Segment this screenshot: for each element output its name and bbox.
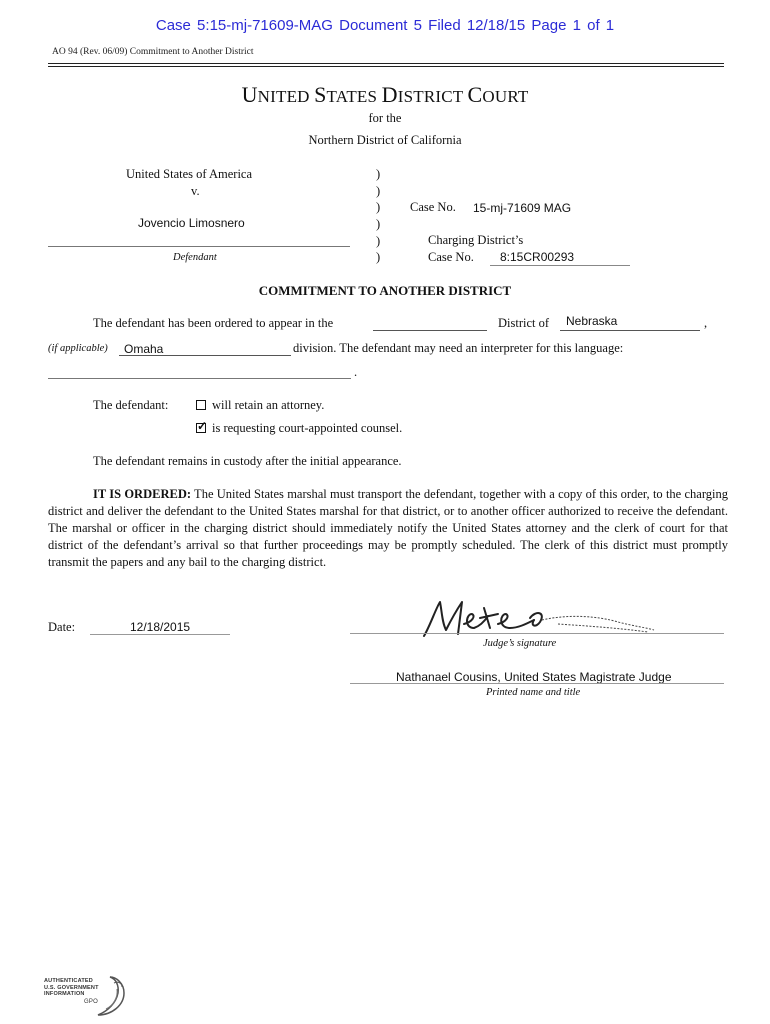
printed-name: Nathanael Cousins, United States Magistrate Judge [396,670,672,684]
case-no-label: Case No. [410,200,456,214]
eagle-icon [94,975,128,1019]
date-value: 12/18/2015 [130,620,191,634]
header-rule-thin [48,66,724,67]
header-rule [48,63,724,64]
court-title: UNITED STATES DISTRICT COURT [241,82,529,107]
caption-paren: ) [376,217,381,231]
appear-text: The defendant has been ordered to appear in the [93,316,334,330]
checked-checkbox-icon[interactable] [196,423,206,433]
case-no-value: 15-mj-71609 MAG [473,201,572,215]
date-label: Date: [48,620,76,634]
division-text: division. The defendant may need an interpreter for this language: [293,341,624,355]
printed-name-line [350,683,724,684]
district-name: Northern District of California [308,133,462,147]
order-paragraph: IT IS ORDERED: The United States marshal must transport the defendant, together with a copy of this order, to the charging district and deliver the defendant to the United States marshal for that district, or to another officer authorized to receive the defendant. The marshal or officer in the charging district should immediately notify the United States attorney and the clerk of court for that district of the defendant’s arrival so that further proceedings may be promptly scheduled. The clerk of this district must promptly transmit the papers and any bail to the charging district. [48,487,728,569]
option-retain[interactable]: will retain an attorney. [196,398,324,413]
seal-gpo: GPO [84,999,98,1005]
district-blank [373,330,487,331]
district-of-label: District of [498,316,550,330]
form-title: COMMITMENT TO ANOTHER DISTRICT [258,283,512,298]
seal-text: AUTHENTICATED U.S. GOVERNMENT INFORMATION [44,978,99,997]
charging-case-no-label: Case No. [428,250,474,264]
filing-stamp: Case 5:15-mj-71609-MAG Document 5 Filed 12/18/15 Page 1 of 1 [155,17,615,34]
caption-paren: ) [376,250,381,264]
charging-district-label: Charging District’s [428,233,524,247]
option-request[interactable]: ✓is requesting court-appointed counsel. [196,421,402,436]
language-period: . [354,365,358,379]
language-line [48,378,351,379]
defendant-line [48,246,350,247]
district-of-value: Nebraska [566,314,618,328]
judge-signature-label: Judge’s signature [483,638,557,649]
printed-name-label: Printed name and title [486,687,581,698]
division-value: Omaha [124,342,164,356]
caption-paren: ) [376,184,381,198]
caption-paren: ) [376,167,381,181]
charging-case-line [490,265,630,266]
if-applicable: (if applicable) [48,343,108,354]
for-the: for the [368,111,402,125]
gpo-authentication-seal [44,975,128,1019]
plaintiff-name: United States of America [126,167,253,181]
defendant-label: Defendant [173,252,217,263]
custody-text: The defendant remains in custody after the initial appearance. [93,454,402,468]
date-line [90,634,230,635]
division-line [119,355,291,356]
defendant-name: Jovencio Limosnero [138,216,245,230]
versus: v. [191,184,200,198]
caption-paren: ) [376,200,381,214]
district-comma: , [704,316,708,330]
charging-case-no-value: 8:15CR00293 [500,250,575,264]
checkbox-icon[interactable] [196,400,206,410]
caption-paren: ) [376,234,381,248]
defendant-options-label: The defendant: [93,398,169,412]
district-of-line [560,330,700,331]
judge-signature-line [350,633,724,634]
form-id: AO 94 (Rev. 06/09) Commitment to Another District [52,47,254,57]
